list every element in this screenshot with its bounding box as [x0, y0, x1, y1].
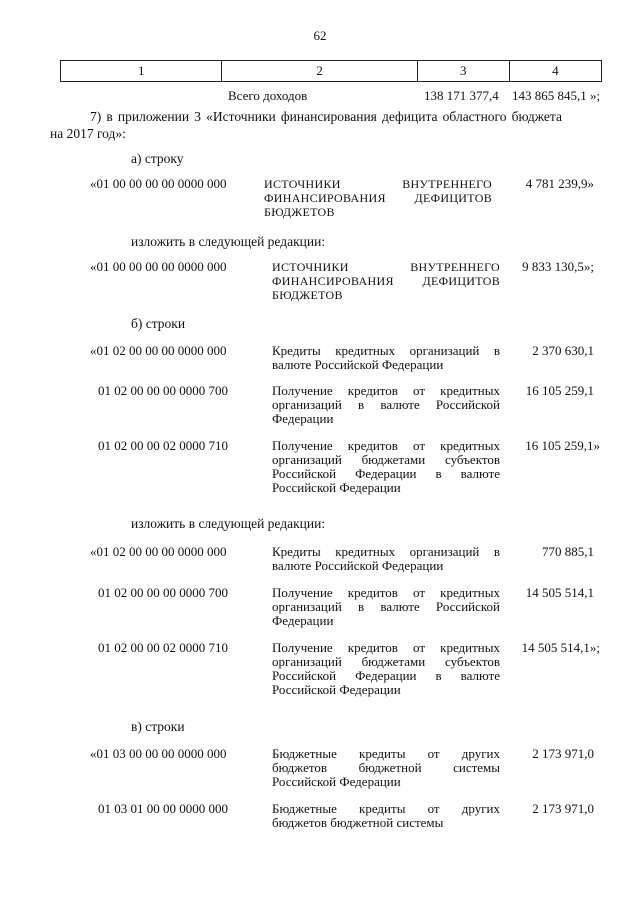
row-code: «01 02 00 00 00 0000 000: [90, 343, 227, 358]
row-code: «01 00 00 00 00 0000 000: [90, 259, 227, 274]
row-name: ИСТОЧНИКИ ВНУТРЕННЕГО ФИНАНСИРОВАНИЯ ДЕФИЦИТОВ БЮДЖЕТОВ: [264, 177, 492, 219]
row-amount: 14 505 514,1»;: [521, 640, 600, 655]
row-amount: 2 173 971,0: [532, 746, 594, 761]
total-label: Всего доходов: [228, 88, 308, 103]
row-code: 01 03 01 00 00 0000 000: [98, 801, 228, 816]
row-code: «01 02 00 00 00 0000 000: [90, 544, 227, 559]
row-amount: 770 885,1: [542, 544, 594, 559]
row-code: 01 02 00 00 00 0000 700: [98, 383, 228, 398]
column-header-3: 3: [417, 61, 509, 82]
row-code: «01 03 00 00 00 0000 000: [90, 746, 227, 761]
row-name: Получение кредитов от кредитных организаций в валюте Российской Федерации: [272, 585, 500, 628]
row-amount: 4 781 239,9»: [525, 176, 594, 191]
row-amount: 9 833 130,5»;: [522, 259, 594, 274]
total-value-1: 138 171 377,4: [424, 88, 499, 103]
row-code: «01 00 00 00 00 0000 000: [90, 176, 227, 191]
row-code: 01 02 00 00 02 0000 710: [98, 640, 228, 655]
section-label-b: б) строки: [131, 316, 186, 331]
column-header-2: 2: [222, 61, 417, 82]
row-amount: 14 505 514,1: [525, 585, 594, 600]
column-header-4: 4: [509, 61, 601, 82]
row-name: Получение кредитов от кредитных организаций бюджетами субъектов Российской Федерации в валюте Российской Федерации: [272, 438, 500, 495]
section-label-a: а) строку: [131, 151, 184, 166]
row-name: Получение кредитов от кредитных организаций в валюте Российской Федерации: [272, 383, 500, 426]
row-name: ИСТОЧНИКИ ВНУТРЕННЕГО ФИНАНСИРОВАНИЯ ДЕФИЦИТОВ БЮДЖЕТОВ: [272, 260, 500, 302]
row-name: Бюджетные кредиты от других бюджетов бюджетной системы Российской Федерации: [272, 746, 500, 789]
section-label-c: в) строки: [131, 719, 185, 734]
row-amount: 2 173 971,0: [532, 801, 594, 816]
row-code: 01 02 00 00 02 0000 710: [98, 438, 228, 453]
column-header-table: [60, 60, 602, 82]
row-name: Получение кредитов от кредитных организаций бюджетами субъектов Российской Федерации в валюте Российской Федерации: [272, 640, 500, 697]
row-name: Кредиты кредитных организаций в валюте Российской Федерации: [272, 343, 500, 372]
row-amount: 16 105 259,1»: [525, 438, 600, 453]
row-code: 01 02 00 00 00 0000 700: [98, 585, 228, 600]
row-name: Кредиты кредитных организаций в валюте Российской Федерации: [272, 544, 500, 573]
section-label-new-2: изложить в следующей редакции:: [131, 516, 326, 531]
row-amount: 2 370 630,1: [532, 343, 594, 358]
column-header-1: 1: [61, 61, 222, 82]
row-name: Бюджетные кредиты от других бюджетов бюджетной системы: [272, 801, 500, 830]
row-amount: 16 105 259,1: [525, 383, 594, 398]
page-number: 62: [313, 28, 327, 43]
amendment-intro: 7) в приложении 3 «Источники финансирования дефицита областного бюджета на 2017 год»:: [50, 109, 562, 141]
total-value-2: 143 865 845,1 »;: [512, 88, 601, 103]
section-label-new-1: изложить в следующей редакции:: [131, 234, 326, 249]
